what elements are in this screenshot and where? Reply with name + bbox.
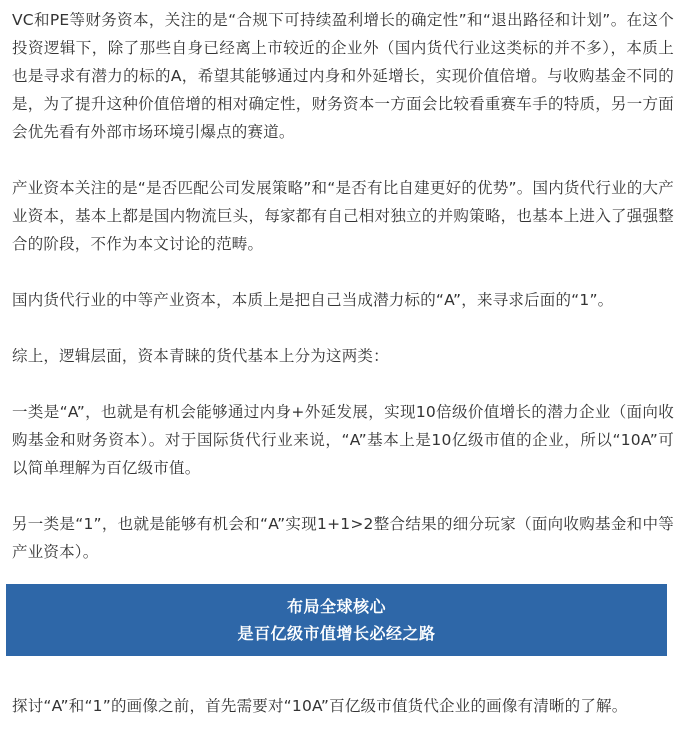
section-heading-banner (6, 584, 667, 656)
paragraph-type-1: 另一类是“1”，也就是能够有机会和“A”实现1+1>2整合结果的细分玩家（面向收购基金和中等产业资本）。 (12, 515, 674, 561)
paragraph-spacer (12, 146, 674, 174)
paragraph-summary: 综上，逻辑层面，资本青睐的货代基本上分为这两类： (12, 347, 389, 365)
section-heading-line-1: 布局全球核心 (286, 597, 386, 616)
paragraph-industrial-capital: 产业资本关注的是“是否匹配公司发展策略”和“是否有比自建更好的优势”。国内货代行业的大产业资本，基本上都是国内物流巨头，每家都有自己相对独立的并购策略，也基本上进入了强强整合的阶段，不作为本文讨论的范畴。 (12, 179, 674, 253)
article-body (12, 6, 674, 566)
closing-section (12, 692, 674, 720)
paragraph-spacer (12, 370, 674, 398)
paragraph-closing: 探讨“A”和“1”的画像之前，首先需要对“10A”百亿级市值货代企业的画像有清晰的了解。 (12, 697, 628, 715)
section-heading-line-2: 是百亿级市值增长必经之路 (237, 624, 436, 643)
paragraph-financial-capital: VC和PE等财务资本，关注的是“合规下可持续盈利增长的确定性”和“退出路径和计划”。在这个投资逻辑下，除了那些自身已经离上市较近的企业外（国内货代行业这类标的并不多），本质上也是寻求有潜力的标的A，希望其能够通过内身和外延增长，实现价值倍增。与收购基金不同的是，为了提升这种价值倍增的相对确定性，财务资本一方面会比较看重赛车手的特质，另一方面会优先看有外部市场环境引爆点的赛道。 (12, 11, 674, 141)
paragraph-spacer (12, 258, 674, 286)
paragraph-type-a: 一类是“A”，也就是有机会能够通过内身+外延发展，实现10倍级价值增长的潜力企业（面向收购基金和财务资本）。对于国际货代行业来说，“A”基本上是10亿级市值的企业，所以“10A”可以简单理解为百亿级市值。 (12, 403, 674, 477)
paragraph-spacer (12, 314, 674, 342)
paragraph-medium-capital: 国内货代行业的中等产业资本，本质上是把自己当成潜力标的“A”，来寻求后面的“1”。 (12, 291, 614, 309)
paragraph-spacer (12, 482, 674, 510)
